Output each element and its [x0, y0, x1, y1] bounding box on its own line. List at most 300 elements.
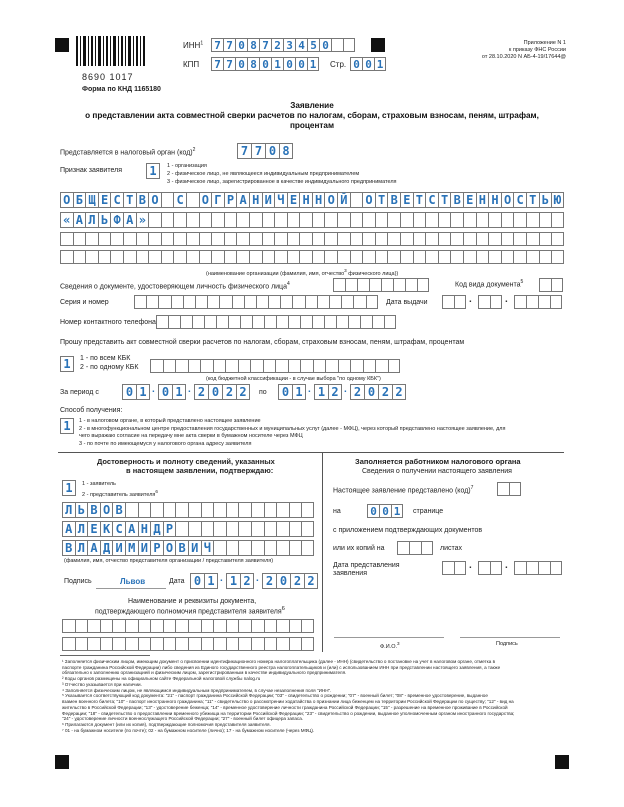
char-cell: Н	[488, 192, 501, 208]
char-cell: 0	[276, 573, 290, 589]
char-cell: Т	[375, 192, 388, 208]
char-cell	[526, 232, 539, 246]
char-cell: С	[112, 521, 125, 537]
char-cell	[413, 250, 426, 264]
char-cell	[362, 250, 375, 264]
char-cell: 1	[204, 573, 218, 589]
char-cell	[138, 619, 151, 633]
char-cell	[513, 250, 526, 264]
char-cell	[238, 637, 251, 651]
sign-date-month[interactable]	[226, 573, 254, 589]
char-cell	[292, 295, 304, 309]
char-cell	[62, 619, 75, 633]
date-dot: .	[344, 384, 347, 395]
char-cell	[490, 295, 502, 309]
submission-date-month[interactable]	[478, 561, 502, 575]
pages-field[interactable]	[367, 504, 403, 518]
char-cell	[488, 232, 501, 246]
footnote-line: паспорте гражданина Российской Федерации) либо сведения из Единого государственного реестра налогоплательщиков и (или) с использованием ИНН при представлении настоящего заявления, а также	[62, 664, 501, 670]
char-cell: Й	[337, 192, 350, 208]
char-cell	[442, 295, 454, 309]
char-cell: Н	[299, 192, 312, 208]
char-cell	[161, 232, 174, 246]
char-cell: 2	[304, 573, 318, 589]
sign-line	[460, 637, 560, 638]
char-cell: О	[199, 192, 212, 208]
submission-date-day[interactable]	[442, 561, 466, 575]
footnote-line: ³ Отчество указывается при наличии.	[62, 681, 142, 687]
char-cell: О	[163, 540, 176, 556]
char-cell	[538, 561, 550, 575]
org-name-row-4[interactable]	[60, 250, 564, 264]
char-cell	[188, 521, 201, 537]
org-name-caption: (наименование организации (фамилия, имя, отчество$^3$ физического лица))	[206, 268, 399, 277]
char-cell	[497, 482, 509, 496]
char-cell	[204, 315, 216, 329]
char-cell	[388, 359, 401, 373]
char-cell	[300, 315, 312, 329]
submitted-code-field[interactable]	[497, 482, 521, 496]
char-cell	[226, 637, 239, 651]
char-cell	[393, 278, 405, 292]
char-cell	[225, 359, 238, 373]
char-cell	[289, 521, 302, 537]
issue-date-day[interactable]	[442, 295, 466, 309]
char-cell	[186, 232, 199, 246]
char-cell	[387, 232, 400, 246]
char-cell	[488, 212, 501, 228]
char-cell: 1	[60, 356, 74, 372]
char-cell	[264, 637, 277, 651]
char-cell	[476, 212, 489, 228]
char-cell	[228, 315, 240, 329]
char-cell	[375, 212, 388, 228]
char-cell	[353, 295, 365, 309]
char-cell	[276, 315, 288, 329]
char-cell: Т	[526, 192, 539, 208]
char-cell	[213, 540, 226, 556]
char-cell	[125, 637, 138, 651]
char-cell	[201, 502, 214, 518]
char-cell	[341, 295, 353, 309]
char-cell	[289, 502, 302, 518]
char-cell	[201, 521, 214, 537]
footnote-line: Федерации; "18" - свидетельство о предоставлении временного убежища на территории Российской Федерации; "23" - свидетельство о рождении, выданное уполномоченным органом иностранного государства;	[62, 710, 515, 716]
char-cell: 1	[307, 57, 319, 71]
char-cell: О	[60, 192, 73, 208]
char-cell	[397, 541, 409, 555]
char-cell	[551, 232, 564, 246]
char-cell	[333, 278, 345, 292]
date-dot: .	[505, 560, 508, 571]
applicant-sign-field[interactable]	[146, 163, 160, 179]
char-cell	[375, 250, 388, 264]
char-cell	[236, 212, 249, 228]
page-number-field[interactable]	[350, 57, 386, 71]
char-cell	[287, 212, 300, 228]
char-cell: Ь	[75, 502, 88, 518]
char-cell	[381, 278, 393, 292]
char-cell	[73, 250, 86, 264]
char-cell	[488, 250, 501, 264]
fio-row-3[interactable]	[62, 540, 314, 556]
sign-date-year[interactable]	[262, 573, 318, 589]
period-to-day[interactable]	[278, 384, 306, 400]
kbk-code-field[interactable]	[150, 359, 400, 373]
char-cell: 2	[328, 384, 342, 400]
rep-doc-row-1[interactable]	[62, 619, 314, 633]
char-cell: 1	[146, 163, 160, 179]
doc-kind-label: Код вида документа$^5$	[455, 279, 524, 289]
char-cell	[226, 540, 239, 556]
char-cell	[60, 232, 73, 246]
char-cell	[287, 232, 300, 246]
org-name-row-2[interactable]	[60, 212, 564, 228]
confirm-option-1: 1 - заявитель	[82, 481, 116, 487]
char-cell	[276, 521, 289, 537]
char-cell: С	[513, 192, 526, 208]
barcode-number: 8690 1017	[82, 72, 134, 82]
char-cell: В	[387, 192, 400, 208]
char-cell: С	[110, 192, 123, 208]
char-cell	[213, 521, 226, 537]
char-cell: 0	[278, 384, 292, 400]
copies-field[interactable]	[397, 541, 433, 555]
char-cell: О	[100, 502, 113, 518]
char-cell	[216, 315, 228, 329]
char-cell	[163, 637, 176, 651]
char-cell	[136, 232, 149, 246]
char-cell	[463, 250, 476, 264]
series-number-field[interactable]	[134, 295, 378, 309]
char-cell	[100, 619, 113, 633]
kpp-field[interactable]	[211, 57, 319, 71]
char-cell	[288, 315, 300, 329]
kbk-option-2: 2 - по одному КБК	[80, 364, 139, 371]
char-cell	[526, 561, 538, 575]
char-cell	[362, 212, 375, 228]
char-cell	[263, 359, 276, 373]
char-cell: 8	[247, 57, 259, 71]
char-cell	[425, 250, 438, 264]
char-cell: 1	[172, 384, 186, 400]
char-cell	[75, 637, 88, 651]
org-name-row-1[interactable]	[60, 192, 564, 208]
char-cell	[175, 619, 188, 633]
char-cell	[211, 212, 224, 228]
char-cell	[350, 212, 363, 228]
char-cell	[192, 315, 204, 329]
kbk-option-1: 1 - по всем КБК	[80, 355, 131, 362]
char-cell: 8	[279, 143, 293, 159]
char-cell: 3	[283, 38, 295, 52]
char-cell: Е	[87, 521, 100, 537]
char-cell: Ч	[201, 540, 214, 556]
char-cell: И	[188, 540, 201, 556]
char-cell	[550, 561, 562, 575]
char-cell	[438, 250, 451, 264]
char-cell: «	[60, 212, 73, 228]
char-cell: М	[125, 540, 138, 556]
tax-authority-code-field[interactable]	[237, 143, 293, 159]
char-cell	[236, 232, 249, 246]
section-divider-vertical	[322, 452, 323, 652]
char-cell: 7	[211, 38, 223, 52]
char-cell	[299, 232, 312, 246]
char-cell	[300, 359, 313, 373]
char-cell	[150, 619, 163, 633]
char-cell	[264, 521, 277, 537]
period-to-label: по	[259, 389, 267, 396]
kbk-choice-field[interactable]	[60, 356, 74, 372]
char-cell: 0	[379, 504, 391, 518]
char-cell: Р	[150, 540, 163, 556]
char-cell	[85, 250, 98, 264]
char-cell	[313, 359, 326, 373]
char-cell: Ю	[551, 192, 564, 208]
char-cell: В	[450, 192, 463, 208]
char-cell	[161, 192, 174, 208]
sign-date-day[interactable]	[190, 573, 218, 589]
char-cell	[463, 232, 476, 246]
char-cell: Е	[98, 192, 111, 208]
char-cell	[150, 359, 163, 373]
char-cell	[251, 521, 264, 537]
char-cell: А	[236, 192, 249, 208]
period-to-month[interactable]	[314, 384, 342, 400]
doc-kind-field[interactable]	[539, 278, 563, 292]
char-cell: Л	[85, 212, 98, 228]
char-cell	[454, 295, 466, 309]
char-cell	[125, 502, 138, 518]
signature-value: Львов	[120, 577, 146, 586]
char-cell	[348, 315, 360, 329]
char-cell	[299, 212, 312, 228]
char-cell: И	[112, 540, 125, 556]
receipt-label: Способ получения:	[60, 407, 123, 414]
char-cell: Р	[163, 521, 176, 537]
char-cell	[226, 521, 239, 537]
kpp-label: КПП	[183, 60, 200, 69]
char-cell: 1	[292, 384, 306, 400]
char-cell	[73, 232, 86, 246]
char-cell	[226, 502, 239, 518]
period-label: За период с	[60, 389, 99, 396]
receipt-option-3: 3 - по почте по имеющемуся у налогового органа адресу заявителя	[79, 441, 252, 447]
char-cell	[478, 295, 490, 309]
char-cell	[539, 278, 551, 292]
char-cell: В	[112, 502, 125, 518]
char-cell	[100, 637, 113, 651]
char-cell	[264, 619, 277, 633]
char-cell	[305, 295, 317, 309]
char-cell	[219, 295, 231, 309]
char-cell	[324, 212, 337, 228]
fio-line	[334, 637, 444, 638]
char-cell	[345, 278, 357, 292]
char-cell	[438, 232, 451, 246]
appendix-line-1: Приложение N 1	[523, 40, 566, 46]
submission-date-year[interactable]	[514, 561, 562, 575]
char-cell	[249, 232, 262, 246]
footnote-line: взамен военного билета; "10" - паспорт иностранного гражданина; "11" - свидетельство о рассмотрении ходатайства о признании лица беженцем на территории Российской Федерации по существу; "12" - вид на	[62, 699, 514, 705]
char-cell	[366, 295, 378, 309]
page-label: Стр.	[330, 60, 347, 69]
char-cell: К	[100, 521, 113, 537]
char-cell	[400, 212, 413, 228]
char-cell	[526, 295, 538, 309]
char-cell: 0	[362, 57, 374, 71]
char-cell	[400, 232, 413, 246]
char-cell: 4	[295, 38, 307, 52]
char-cell	[148, 232, 161, 246]
confirm-option-2: 2 - представитель заявителя$^6$	[82, 489, 158, 498]
period-from-month[interactable]	[158, 384, 186, 400]
char-cell	[251, 637, 264, 651]
char-cell	[337, 232, 350, 246]
char-cell	[262, 250, 275, 264]
char-cell	[175, 637, 188, 651]
char-cell	[188, 359, 201, 373]
char-cell	[188, 619, 201, 633]
date-dot: .	[505, 294, 508, 305]
char-cell: О	[148, 192, 161, 208]
char-cell	[450, 250, 463, 264]
char-cell	[350, 192, 363, 208]
char-cell: Т	[123, 192, 136, 208]
char-cell	[268, 295, 280, 309]
char-cell	[538, 295, 550, 309]
confirm-title-1: Достоверность и полноту сведений, указанных	[97, 457, 275, 466]
person-doc-label: Сведения о документе, удостоверяющем личность физического лица$^4$	[60, 281, 290, 291]
char-cell	[301, 521, 314, 537]
char-cell	[324, 315, 336, 329]
fio-row-2[interactable]	[62, 521, 314, 537]
char-cell	[526, 212, 539, 228]
char-cell	[224, 250, 237, 264]
char-cell	[400, 250, 413, 264]
char-cell	[251, 540, 264, 556]
char-cell	[338, 359, 351, 373]
date-dot: .	[152, 384, 155, 395]
footnote-line: ² Коды органов размещены на официальном сайте Федеральной налоговой службы nalog.ru	[62, 676, 261, 682]
person-doc-row[interactable]	[333, 278, 429, 292]
doc-caption-1: Наименование и реквизиты документа,	[128, 598, 257, 605]
footnote-line: ⁷ 01 - на бумажном носителе (по почте); 02 - на бумажном носителе (лично); 17 - на бумажном носителе (через МФЦ).	[62, 727, 315, 733]
confirm-role-field[interactable]	[62, 480, 76, 496]
char-cell: 2	[222, 384, 236, 400]
char-cell	[551, 250, 564, 264]
char-cell: 0	[295, 57, 307, 71]
char-cell	[161, 212, 174, 228]
receipt-method-field[interactable]	[60, 418, 74, 434]
char-cell	[274, 250, 287, 264]
char-cell	[110, 232, 123, 246]
char-cell	[276, 637, 289, 651]
char-cell	[442, 561, 454, 575]
issue-date-month[interactable]	[478, 295, 502, 309]
char-cell	[199, 232, 212, 246]
period-from-year[interactable]	[194, 384, 250, 400]
char-cell: Ч	[274, 192, 287, 208]
char-cell	[123, 232, 136, 246]
sign-date-label: Дата	[169, 578, 185, 585]
receipt-option-2a: 2 - в многофункциональном центре предоставления государственных и муниципальных услуг (далее - МФЦ), через который представлено настоящее заявление, для	[79, 426, 506, 432]
char-cell	[324, 232, 337, 246]
signature-label: Подпись	[64, 578, 92, 585]
request-text: Прошу представить акт совместной сверки расчетов по налогам, сборам, страховым взносам, пеням, штрафам, процентам	[60, 339, 465, 346]
signature-line	[96, 588, 166, 589]
issue-date-label: Дата выдачи	[386, 299, 428, 306]
phone-label: Номер контактного телефона	[60, 319, 156, 326]
applicant-option-2: 2 - физическое лицо, не являющееся индивидуальным предпринимателем	[167, 171, 360, 177]
char-cell	[224, 212, 237, 228]
char-cell	[384, 315, 396, 329]
char-cell: 0	[350, 57, 362, 71]
form-code: Форма по КНД 1165180	[82, 86, 161, 93]
char-cell	[75, 619, 88, 633]
rep-doc-row-2[interactable]	[62, 637, 314, 651]
char-cell: 1	[391, 504, 403, 518]
appendix-line-3: от 28.10.2020 N АБ-4-19/17644@	[481, 54, 566, 60]
char-cell	[312, 212, 325, 228]
char-cell	[425, 212, 438, 228]
period-to-year[interactable]	[350, 384, 406, 400]
char-cell	[450, 232, 463, 246]
attachments-label: с приложением подтверждающих документов	[333, 527, 483, 534]
char-cell	[275, 359, 288, 373]
footnote-line: ⁵ Указывается соответствующий код документа: "21" - паспорт гражданина Российской Федерации; "03" - свидетельство о рождении; "07" - военный билет; "08" - временное удостоверение, выданное	[62, 693, 488, 699]
date-dot: .	[308, 384, 311, 395]
char-cell	[148, 212, 161, 228]
char-cell	[138, 637, 151, 651]
tax-officer-title: Заполняется работником налогового органа	[355, 457, 521, 466]
tax-authority-label: Представляется в налоговый орган (код)$^2$	[60, 147, 196, 157]
char-cell: Н	[249, 192, 262, 208]
period-from-day[interactable]	[122, 384, 150, 400]
char-cell	[331, 38, 343, 52]
char-cell	[362, 232, 375, 246]
char-cell	[343, 38, 355, 52]
footnote-line: "24" - удостоверение личности военнослужащего Российской Федерации; "27" - военный билет офицера запаса.	[62, 716, 304, 722]
char-cell	[417, 278, 429, 292]
char-cell	[301, 540, 314, 556]
doc-caption-2: подтверждающего полномочия представителя заявителя$^6$	[95, 606, 285, 616]
char-cell	[188, 637, 201, 651]
char-cell: »	[136, 212, 149, 228]
char-cell: 1	[314, 384, 328, 400]
inn-field[interactable]	[211, 38, 355, 52]
char-cell: А	[62, 521, 75, 537]
issue-date-year[interactable]	[514, 295, 562, 309]
char-cell	[324, 250, 337, 264]
char-cell	[413, 212, 426, 228]
fio-row-1[interactable]	[62, 502, 314, 518]
char-cell	[387, 250, 400, 264]
char-cell	[136, 250, 149, 264]
phone-field[interactable]	[156, 315, 396, 329]
series-label: Серия и номер	[60, 299, 109, 306]
org-name-row-3[interactable]	[60, 232, 564, 246]
kbk-caption: (код бюджетной классификации - в случае выбора "по одному КБК")	[206, 376, 381, 382]
char-cell	[251, 502, 264, 518]
char-cell	[276, 540, 289, 556]
copies-label: или их копий на	[333, 545, 385, 552]
char-cell: 0	[259, 57, 271, 71]
char-cell	[350, 232, 363, 246]
char-cell	[476, 232, 489, 246]
char-cell	[236, 250, 249, 264]
